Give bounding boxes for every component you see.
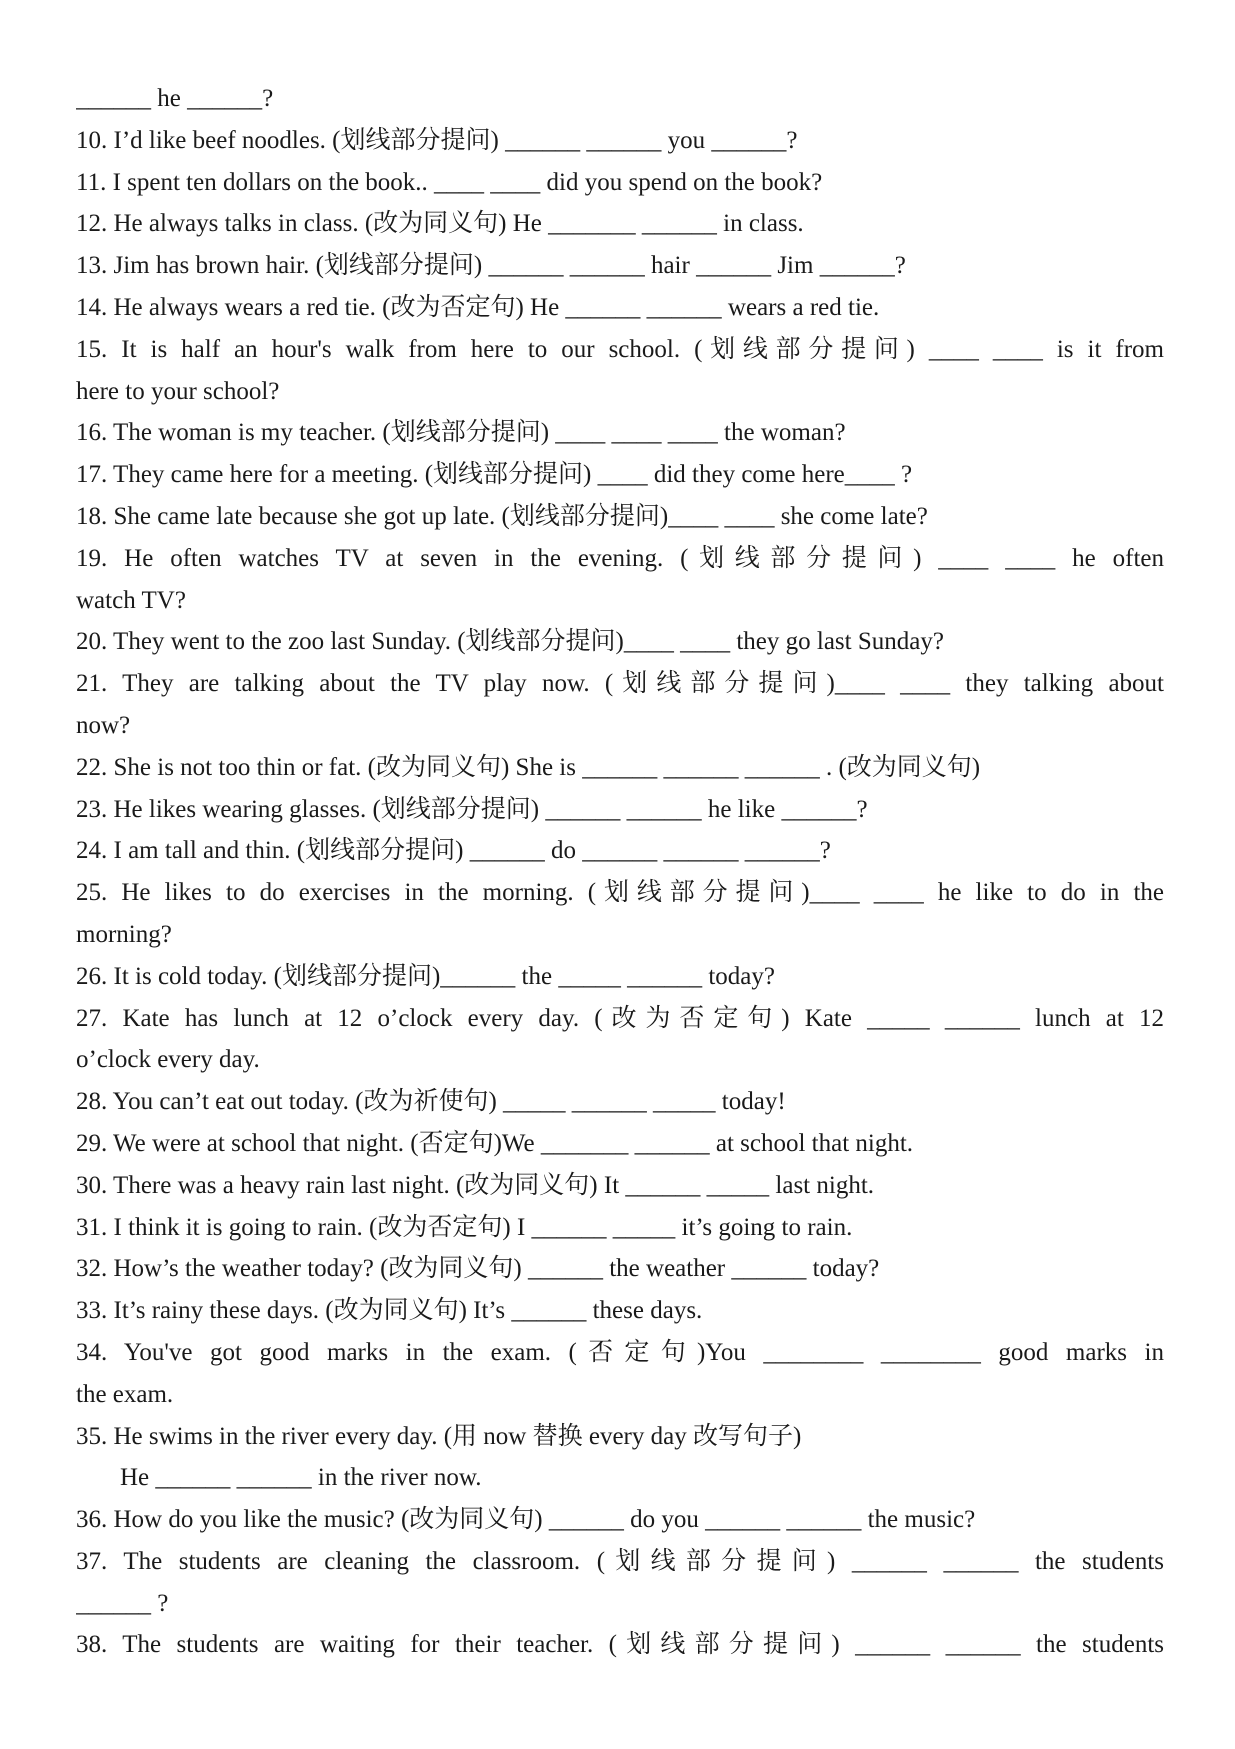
exercise-line: o’clock every day. <box>76 1046 260 1074</box>
exercise-line: now? <box>76 711 131 739</box>
exercise-line: here to your school? <box>76 377 280 405</box>
exercise-line: 11. I spent ten dollars on the book.. ____ ____ did you spend on the book? <box>76 168 823 196</box>
exercise-line: 22. She is not too thin or fat. (改为同义句) She is ______ ______ ______ . (改为同义句) <box>76 753 981 781</box>
exercise-line: 26. It is cold today. (划线部分提问)______ the _____ ______ today? <box>76 962 775 990</box>
exercise-line: 31. I think it is going to rain. (改为否定句) I ______ _____ it’s going to rain. <box>76 1213 853 1241</box>
exercise-line: 14. He always wears a red tie. (改为否定句) He ______ ______ wears a red tie. <box>76 293 880 321</box>
exercise-line: 23. He likes wearing glasses. (划线部分提问) ______ ______ he like ______? <box>76 795 868 823</box>
exercise-line: 20. They went to the zoo last Sunday. (划线部分提问)____ ____ they go last Sunday? <box>76 628 944 656</box>
exercise-line: watch TV? <box>76 586 186 614</box>
exercise-line: ______ ? <box>76 1589 169 1617</box>
exercise-line: 35. He swims in the river every day. (用 now 替换 every day 改写句子) <box>76 1422 802 1450</box>
exercise-line: 25. He likes to do exercises in the morning. (划线部分提问)____ ____ he like to do in the <box>76 879 1164 907</box>
exercise-line: ______ he ______? <box>76 85 274 112</box>
exercise-line: 10. I’d like beef noodles. (划线部分提问) ______ ______ you ______? <box>76 126 798 154</box>
exercise-line: the exam. <box>76 1380 174 1408</box>
exercise-line: 21. They are talking about the TV play now. (划线部分提问)____ ____ they talking about <box>76 670 1164 698</box>
exercise-line: 17. They came here for a meeting. (划线部分提问) ____ did they come here____ ? <box>76 461 913 489</box>
exercise-line: 38. The students are waiting for their teacher. (划线部分提问) ______ ______ the students <box>76 1631 1164 1659</box>
exercise-line: 16. The woman is my teacher. (划线部分提问) ____ ____ ____ the woman? <box>76 419 846 447</box>
exercise-line: 30. There was a heavy rain last night. (改为同义句) It ______ _____ last night. <box>76 1171 875 1199</box>
exercise-line: 19. He often watches TV at seven in the evening. (划线部分提问) ____ ____ he often <box>76 544 1164 572</box>
exercise-line: 27. Kate has lunch at 12 o’clock every day. (改为否定句) Kate _____ ______ lunch at 12 <box>76 1004 1164 1032</box>
exercise-line: 13. Jim has brown hair. (划线部分提问) ______ ______ hair ______ Jim ______? <box>76 252 906 280</box>
exercise-line: 33. It’s rainy these days. (改为同义句) It’s ______ these days. <box>76 1297 703 1325</box>
exercise-line: He ______ ______ in the river now. <box>120 1464 482 1492</box>
exercise-line: 18. She came late because she got up late. (划线部分提问)____ ____ she come late? <box>76 502 928 530</box>
worksheet-exercises <box>76 78 1164 1666</box>
exercise-line: 34. You've got good marks in the exam. (否定句)You ________ ________ good marks in <box>76 1338 1164 1366</box>
exercise-line: 24. I am tall and thin. (划线部分提问) ______ do ______ ______ ______? <box>76 837 831 865</box>
exercise-line: 12. He always talks in class. (改为同义句) He _______ ______ in class. <box>76 210 804 238</box>
exercise-line: 29. We were at school that night. (否定句)We _______ ______ at school that night. <box>76 1129 914 1157</box>
exercise-line: 36. How do you like the music? (改为同义句) ______ do you ______ ______ the music? <box>76 1506 976 1534</box>
exercise-line: 32. How’s the weather today? (改为同义句) ______ the weather ______ today? <box>76 1255 880 1283</box>
exercise-line: 37. The students are cleaning the classroom. (划线部分提问) ______ ______ the students <box>76 1547 1164 1575</box>
exercise-line: 28. You can’t eat out today. (改为祈使句) _____ ______ _____ today! <box>76 1088 786 1116</box>
exercise-line: 15. It is half an hour's walk from here to our school. (划线部分提问) ____ ____ is it from <box>76 335 1164 363</box>
exercise-line: morning? <box>76 920 172 948</box>
